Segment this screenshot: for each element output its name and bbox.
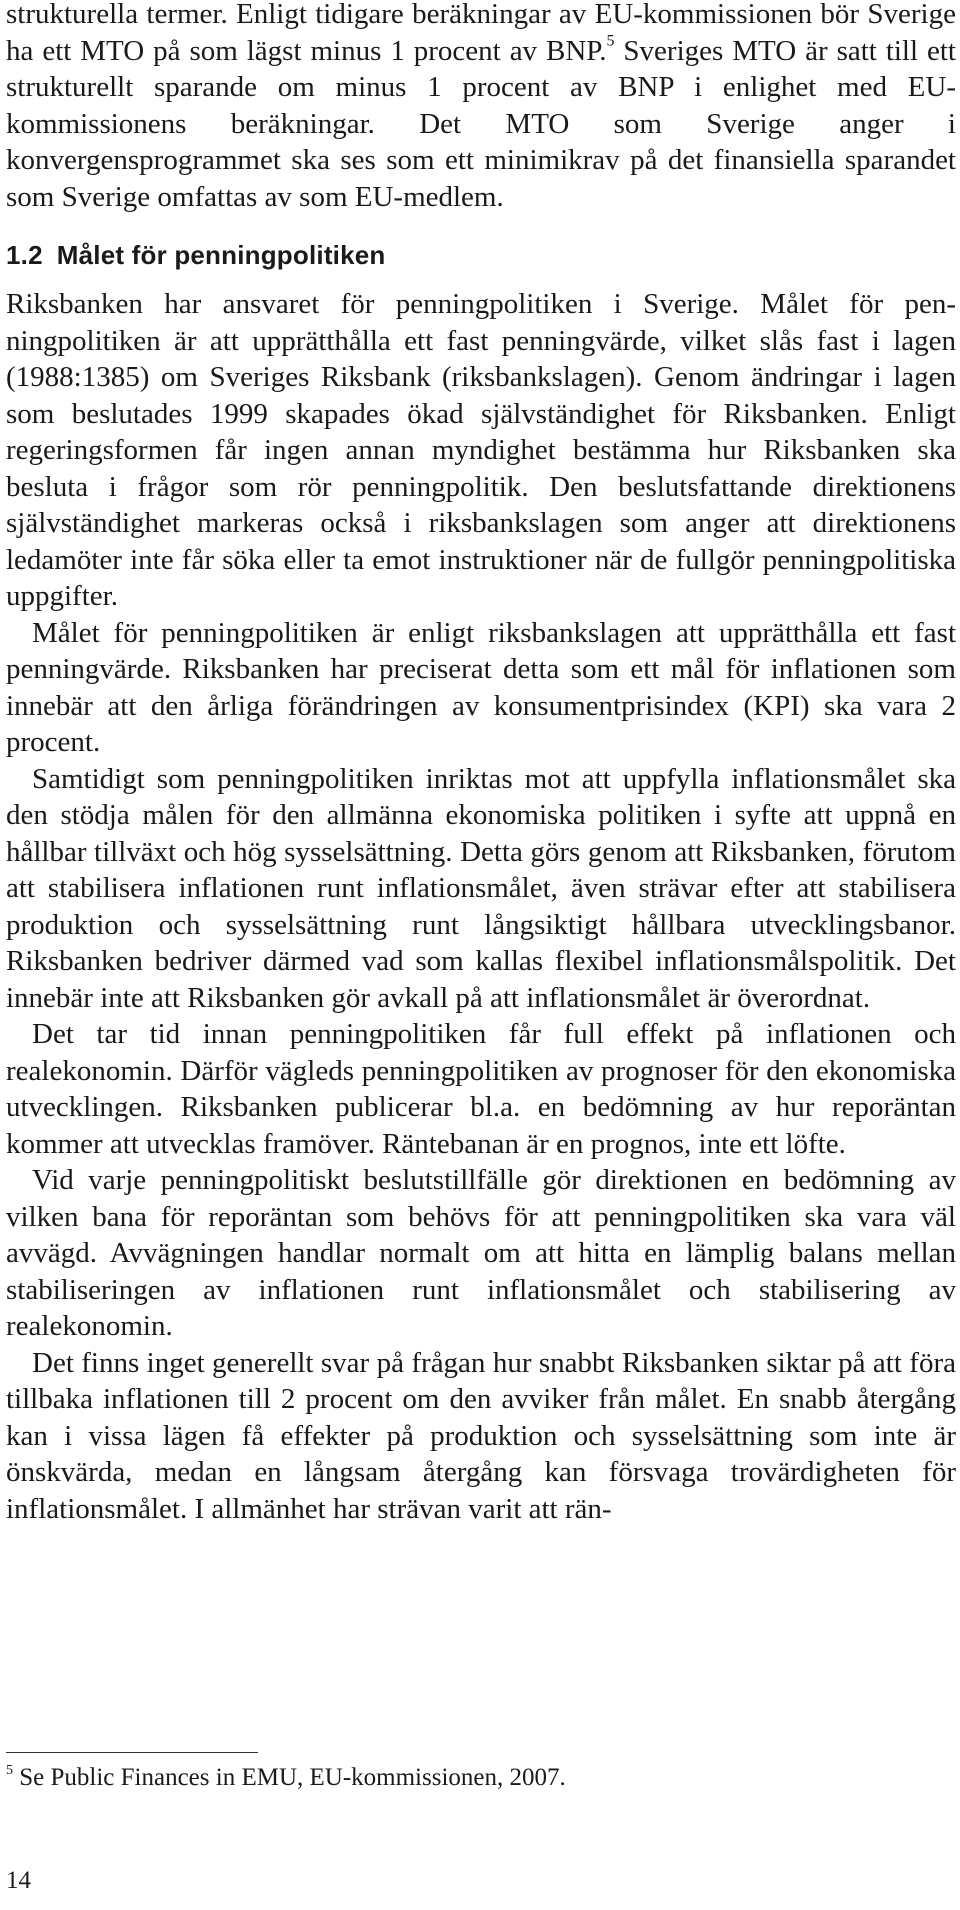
section-heading xyxy=(6,235,386,275)
section-title: Målet för penningpolitiken xyxy=(56,240,386,270)
footnote-reference: 5 xyxy=(606,32,615,50)
section-number: 1.2 xyxy=(6,240,43,270)
intro-block xyxy=(6,0,956,215)
intro-paragraph xyxy=(6,0,956,215)
intro-text: strukturella termer. Enligt tidigare beräkningar av EU-kommissionen bör Sverige ha ett MTO på som lägst minus 1 procent av BNP. xyxy=(6,0,956,67)
footnote-text: Se Public Finances in EMU, EU-kommissionen, 2007. xyxy=(19,1764,566,1791)
body-paragraph-6: Det finns inget generellt svar på frågan hur snabbt Riksbanken siktar på att föra tillbaka inflationen till 2 procent om den avviker från målet. En snabb återgång kan i vissa lägen få effekter på produktion och sysselsättning som inte är önskvärda, medan en långsam återgång kan försvaga trovärdigheten för inflationsmålet. I allmänhet har strävan varit att rän- xyxy=(6,1346,956,1525)
intro-continuation: Sveriges MTO är satt till ett strukturellt sparande om minus 1 procent av BNP i enlighet med EU-kommissionens beräkningar. Det MTO som Sverige anger i konvergensprogrammet ska ses som ett minimikrav på det finansiella sparandet som Sverige omfattas av som EU-medlem. xyxy=(6,34,956,213)
section-body xyxy=(6,286,956,1527)
footnote-number: 5 xyxy=(6,1762,13,1778)
footnote xyxy=(6,1762,566,1794)
footnote-separator xyxy=(6,1752,258,1753)
body-paragraph-5: Vid varje penningpolitiskt beslutstillfälle gör direktionen en bedömning av vilken bana för reporäntan som behövs för att penningpolitiken ska vara väl avvägd. Avvägningen handlar normalt om att hitta en lämplig balans mellan stabiliseringen av inflationen runt inflationsmålet och stabilisering av realekonomin. xyxy=(6,1164,956,1342)
body-paragraph-1: Riksbanken har ansvaret för penningpolitiken i Sverige. Målet för penningpolitiken är att upprätthålla ett fast penningvärde, vilket slås fast i lagen (1988:1385) om Sveriges Riksbank (riksbankslagen). Genom ändringar i lagen som beslutades 1999 skapades ökad självständighet för Riksbanken. Enligt regeringsformen får ingen annan myndighet bestämma hur Riksbanken ska besluta i frågor som rör penningpolitik. Den beslutsfattande direktionens självständighet markeras också i riksbankslagen som anger att direktionens ledamöter inte får söka eller ta emot instruktioner när de fullgör penningpolitiska uppgifter. xyxy=(6,288,956,612)
body-paragraph-3: Samtidigt som penningpolitiken inriktas mot att uppfylla inflationsmålet ska den stödja målen för den allmänna ekonomiska politiken i syfte att uppnå en hållbar tillväxt och hög sysselsättning. Detta görs genom att Riksbanken, förutom att stabilisera inflationen runt inflationsmålet, även strävar efter att stabilisera produktion och sysselsättning runt långsiktigt hållbara utvecklingsbanor. Riksbanken bedriver därmed vad som kallas flexibel inflationsmålspolitik. Det innebär inte att Riksbanken gör avkall på att inflationsmålet är överordnat. xyxy=(6,762,956,1014)
body-paragraph-2: Målet för penningpolitiken är enligt riksbankslagen att upprätthålla ett fast penningvärde. Riksbanken har preciserat detta som ett mål för inflationen som innebär att den årliga förändringen av konsumentprisindex (KPI) ska vara 2 procent. xyxy=(6,616,956,758)
page-number: 14 xyxy=(6,1867,31,1894)
body-paragraph-4: Det tar tid innan penningpolitiken får full effekt på inflationen och realekonomin. Därför vägleds penningpolitiken av prognoser för den ekonomiska utvecklingen. Riksbanken publicerar bl.a. en bedömning av hur reporäntan kommer att utvecklas framöver. Räntebanan är en prognos, inte ett löfte. xyxy=(6,1018,956,1160)
